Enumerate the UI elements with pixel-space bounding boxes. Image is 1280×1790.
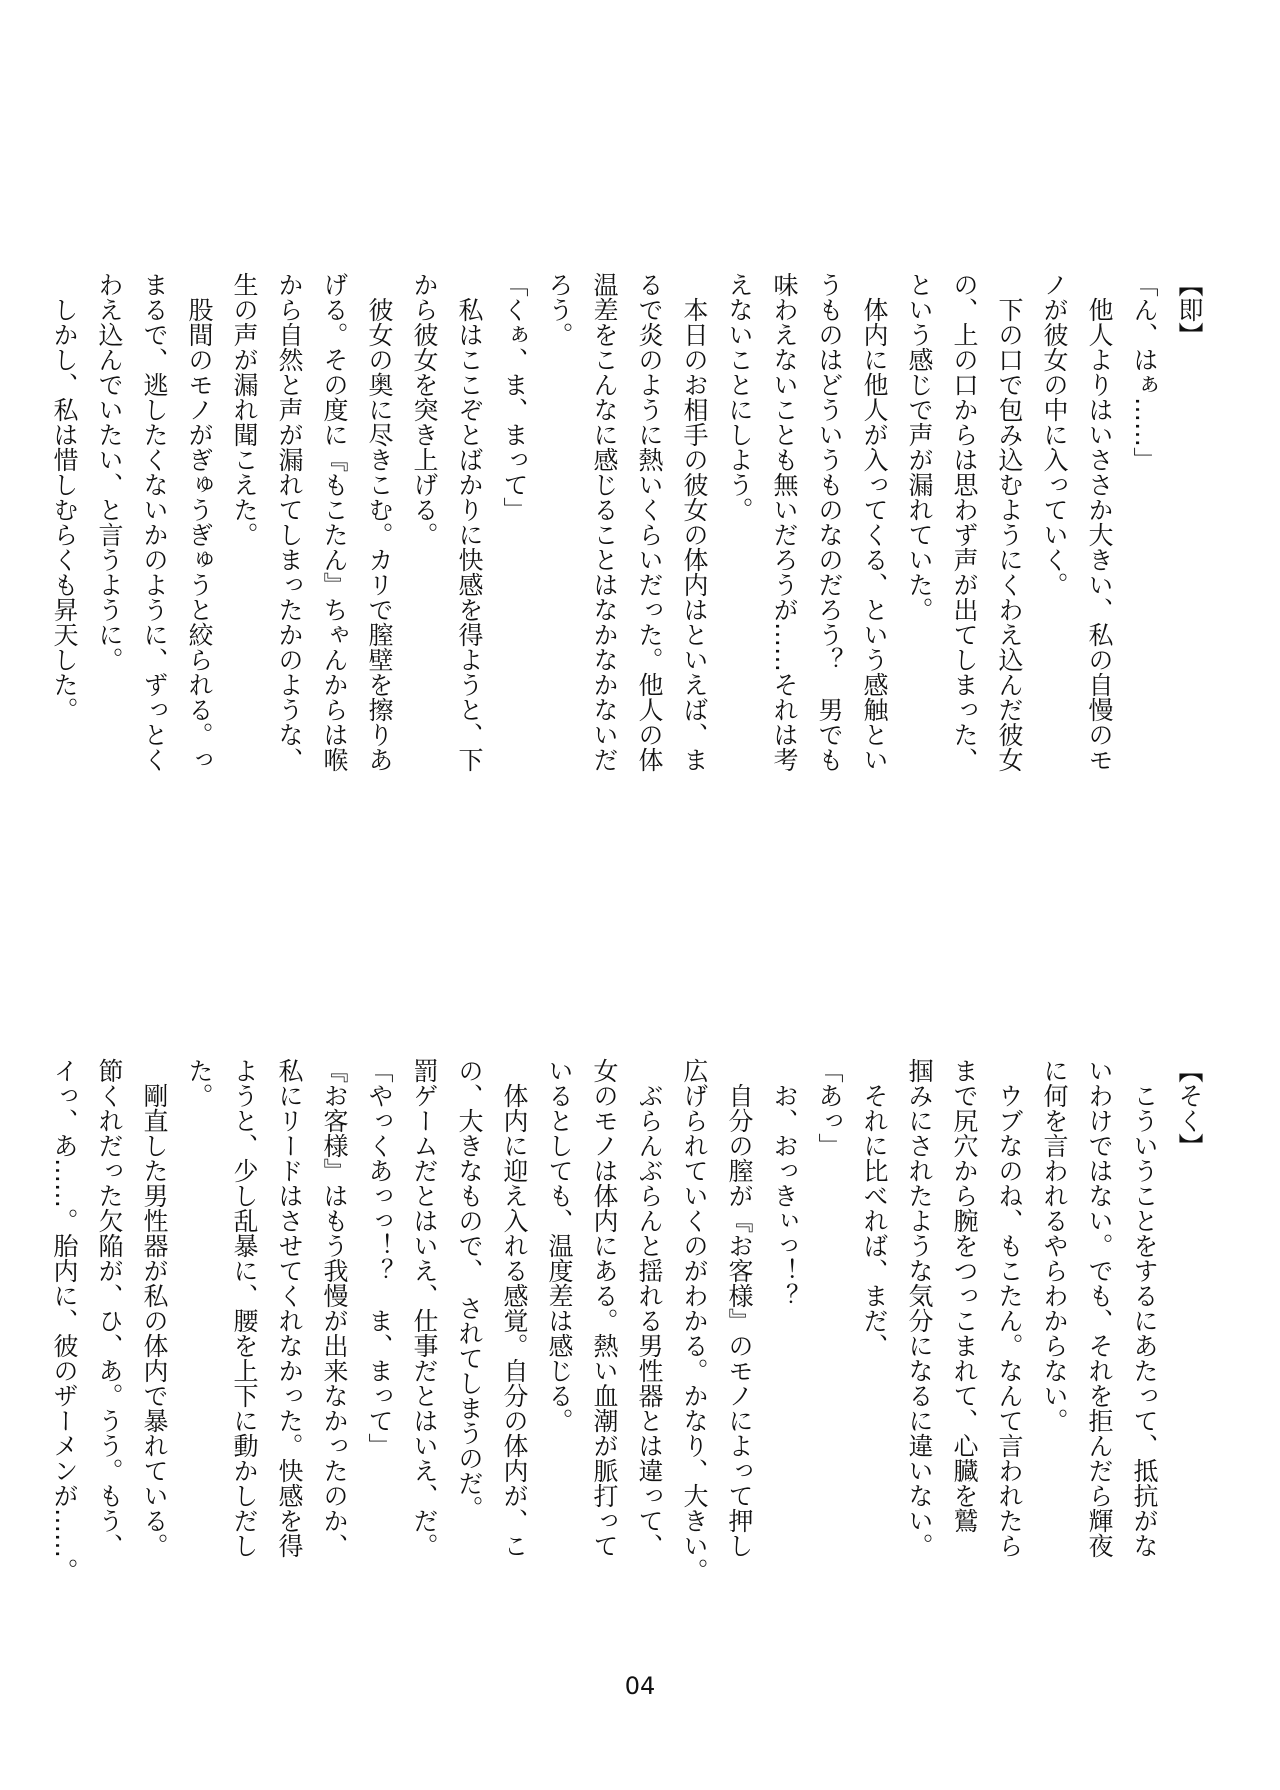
text-line: 彼女の奥に尽きこむ。カリで膣壁を擦りあ: [365, 272, 394, 772]
text-line: ノが彼女の中に入っていく。: [1040, 272, 1069, 597]
text-line: 剛直した男性器が私の体内で暴れている。: [140, 1058, 169, 1558]
text-line: という感じで声が漏れていた。: [905, 272, 934, 622]
text-line: 「ん、はぁ……」: [1130, 272, 1159, 472]
text-section-top: [40, 272, 1212, 792]
text-line: 生の声が漏れ聞こえた。: [230, 272, 259, 547]
text-line: 下の口で包み込むようにくわえ込んだ彼女: [995, 272, 1024, 772]
text-line: こういうことをするにあたって、抵抗がな: [1130, 1058, 1159, 1558]
text-line: るで炎のように熱いくらいだった。他人の体: [635, 272, 664, 772]
text-line: 「くぁ、ま、まって」: [500, 272, 529, 522]
text-line: げる。その度に『もこたん』ちゃんからは喉: [320, 272, 349, 772]
page-number: 04: [624, 1672, 656, 1700]
text-line: 本日のお相手の彼女の体内はといえば、ま: [680, 272, 709, 772]
text-line: イっ、あ……。胎内に、彼のザーメンが……。: [50, 1058, 79, 1583]
text-line: 広げられていくのがわかる。かなり、大きい。: [680, 1058, 709, 1583]
text-line: た。: [185, 1058, 214, 1108]
text-line: えないことにしよう。: [725, 272, 754, 522]
section-heading: 【即】: [1175, 272, 1204, 347]
text-line: 他人よりはいささか大きい、私の自慢のモ: [1085, 272, 1114, 772]
text-line: 体内に迎え入れる感覚。自分の体内が、こ: [500, 1058, 529, 1558]
text-line: 味わえないことも無いだろうが……それは考: [770, 272, 799, 772]
text-line: ウブなのね、もこたん。なんて言われたら: [995, 1058, 1024, 1558]
text-line: 罰ゲームだとはいえ、仕事だとはいえ、だ。: [410, 1058, 439, 1558]
text-line: に何を言われるやらわからない。: [1040, 1058, 1069, 1433]
text-line: 自分の膣が『お客様』のモノによって押し: [725, 1058, 754, 1558]
text-line: 股間のモノがぎゅうぎゅうと絞られる。っ: [185, 272, 214, 772]
text-line: 『お客様』はもう我慢が出来なかったのか、: [320, 1058, 349, 1558]
text-line: の、大きなもので、 されてしまうのだ。: [455, 1058, 484, 1521]
text-line: わえ込んでいたい、と言うように。: [95, 272, 124, 672]
text-line: 体内に他人が入ってくる、という感触とい: [860, 272, 889, 772]
text-line: 女のモノは体内にある。熱い血潮が脈打って: [590, 1058, 619, 1558]
text-line: 「あっ」: [815, 1058, 844, 1158]
text-line: 「やっくあっっ！？ ま、まって」: [365, 1058, 394, 1458]
text-line: ぶらんぶらんと揺れる男性器とは違って、: [635, 1058, 664, 1558]
section-heading: 【そく】: [1175, 1058, 1204, 1158]
text-line: うものはどういうものなのだろう？ 男でも: [815, 272, 844, 772]
text-line: しかし、私は惜しむらくも昇天した。: [50, 272, 79, 722]
text-line: の、上の口からは思わず声が出てしまった、: [950, 272, 979, 772]
text-section-bottom: [40, 1058, 1212, 1583]
text-line: それに比べれば、まだ、: [860, 1058, 889, 1358]
text-line: 私はここぞとばかりに快感を得ようと、下: [455, 272, 484, 772]
text-line: ろう。: [545, 272, 574, 347]
text-line: から自然と声が漏れてしまったかのような、: [275, 272, 304, 772]
text-line: 掴みにされたような気分になるに違いない。: [905, 1058, 934, 1558]
text-line: ようと、少し乱暴に、腰を上下に動かしだし: [230, 1058, 259, 1558]
text-line: 節くれだった欠陥が、ひ、あ。うう。もう、: [95, 1058, 124, 1558]
text-line: お、おっきぃっ！？: [770, 1058, 799, 1308]
text-line: から彼女を突き上げる。: [410, 272, 439, 547]
text-line: いわけではない。でも、それを拒んだら輝夜: [1085, 1058, 1114, 1558]
text-line: まで尻穴から腕をつっこまれて、心臓を鷲: [950, 1058, 979, 1533]
text-line: まるで、逃したくないかのように、ずっとく: [140, 272, 169, 772]
text-line: いるとしても、温度差は感じる。: [545, 1058, 574, 1433]
text-line: 温差をこんなに感じることはなかなかないだ: [590, 272, 619, 772]
text-line: 私にリードはさせてくれなかった。快感を得: [275, 1058, 304, 1558]
